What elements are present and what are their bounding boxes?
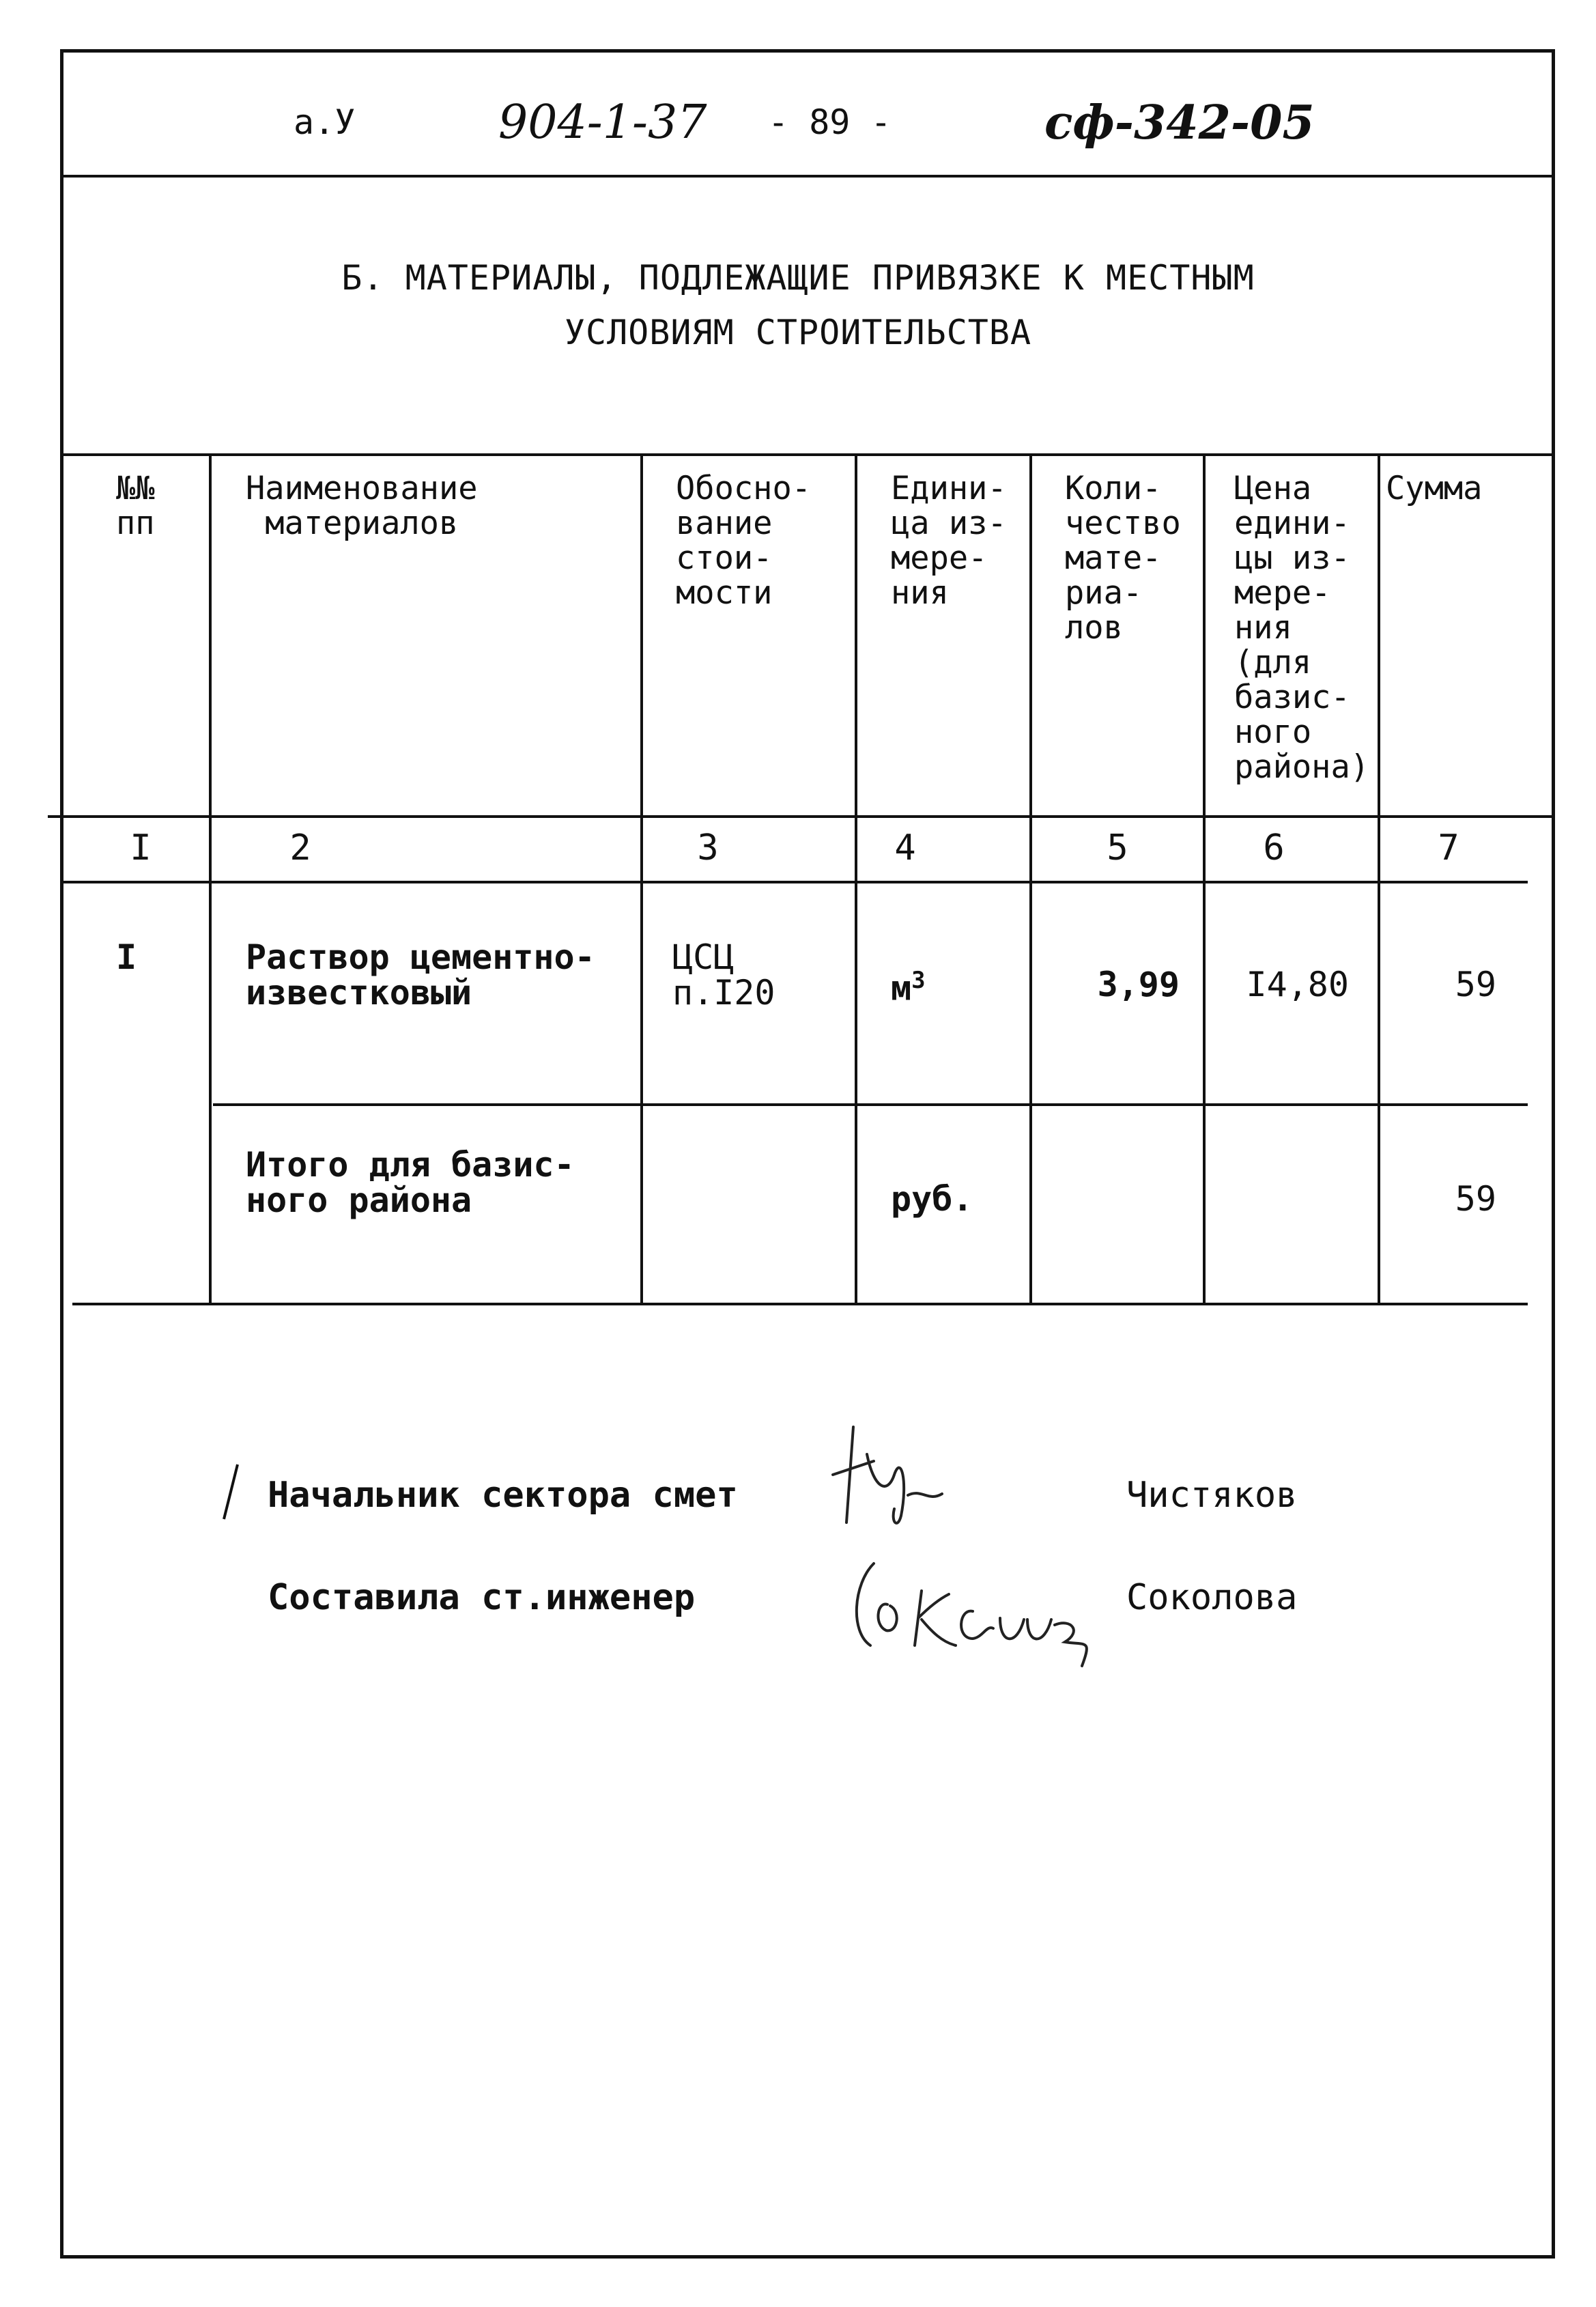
row-divider	[213, 1103, 1528, 1106]
column-numbers-bottom-border	[60, 881, 1528, 883]
header-bottom-border	[48, 815, 1555, 818]
col-number-2: 2	[289, 827, 311, 868]
col-number-3: 3	[697, 827, 719, 868]
page-number: - 89 -	[768, 102, 892, 142]
signer-2-position: Составила ст.инженер	[268, 1577, 696, 1618]
col-divider-4	[1029, 453, 1032, 1304]
col-header-sum: Сумма	[1386, 470, 1483, 507]
section-title-line-1: Б. МАТЕРИАЛЫ, ПОДЛЕЖАЩИЕ ПРИВЯЗКЕ К МЕСТНЫМ	[341, 258, 1255, 298]
slash-mark-icon	[217, 1461, 244, 1523]
header-divider	[60, 175, 1555, 178]
row1-unit	[891, 963, 926, 1006]
signer-2-name: Соколова	[1126, 1577, 1298, 1618]
row1-unit-exponent: 3	[911, 967, 926, 994]
table-bottom-border	[72, 1303, 1528, 1305]
signature-sokolova-icon	[846, 1543, 1133, 1693]
row1-quantity: 3,99	[1097, 965, 1180, 1004]
col-divider-6	[1378, 453, 1380, 1304]
signer-1-name: Чистяков	[1126, 1475, 1298, 1516]
col-number-6: 6	[1263, 827, 1285, 868]
signature-chistyakov-icon	[826, 1413, 963, 1536]
row1-basis: ЦСЦ п.I20	[672, 937, 775, 1013]
total-sum: 59	[1455, 1179, 1496, 1219]
col-number-7: 7	[1438, 827, 1459, 868]
row1-price: I4,80	[1246, 965, 1349, 1004]
col-divider-5	[1203, 453, 1206, 1304]
col-header-price: Цена едини- цы из- мере- ния (для базис- ного района)	[1234, 470, 1370, 786]
col-divider-1	[209, 453, 212, 1304]
project-code: 904-1-37	[498, 96, 707, 150]
row1-sum: 59	[1455, 965, 1496, 1004]
total-label: Итого для базис- ного района	[246, 1145, 575, 1220]
col-header-quantity: Коли- чество мате- риа- лов	[1065, 470, 1181, 647]
total-unit: руб.	[891, 1179, 973, 1219]
col-number-4: 4	[894, 827, 916, 868]
col-divider-3	[855, 453, 857, 1304]
col-divider-2	[640, 453, 643, 1304]
col-number-5: 5	[1107, 827, 1128, 868]
album-label: а.У	[294, 102, 356, 142]
table-top-border	[60, 453, 1555, 456]
section-title-line-2: УСЛОВИЯМ СТРОИТЕЛЬСТВА	[564, 313, 1032, 352]
row1-name: Раствор цементно- известковый	[246, 937, 595, 1013]
col-header-name: Наименование материалов	[246, 470, 478, 542]
row1-unit-base: м	[891, 968, 912, 1008]
document-code: сф-342-05	[1044, 96, 1315, 150]
col-number-1: I	[130, 827, 152, 868]
col-header-basis: Обосно- вание стои- мости	[676, 470, 812, 612]
col-header-no: №№ пп	[116, 470, 155, 542]
row1-no: I	[116, 937, 137, 977]
col-header-unit: Едини- ца из- мере- ния	[891, 470, 1007, 612]
signer-1-position: Начальник сектора смет	[268, 1475, 738, 1516]
